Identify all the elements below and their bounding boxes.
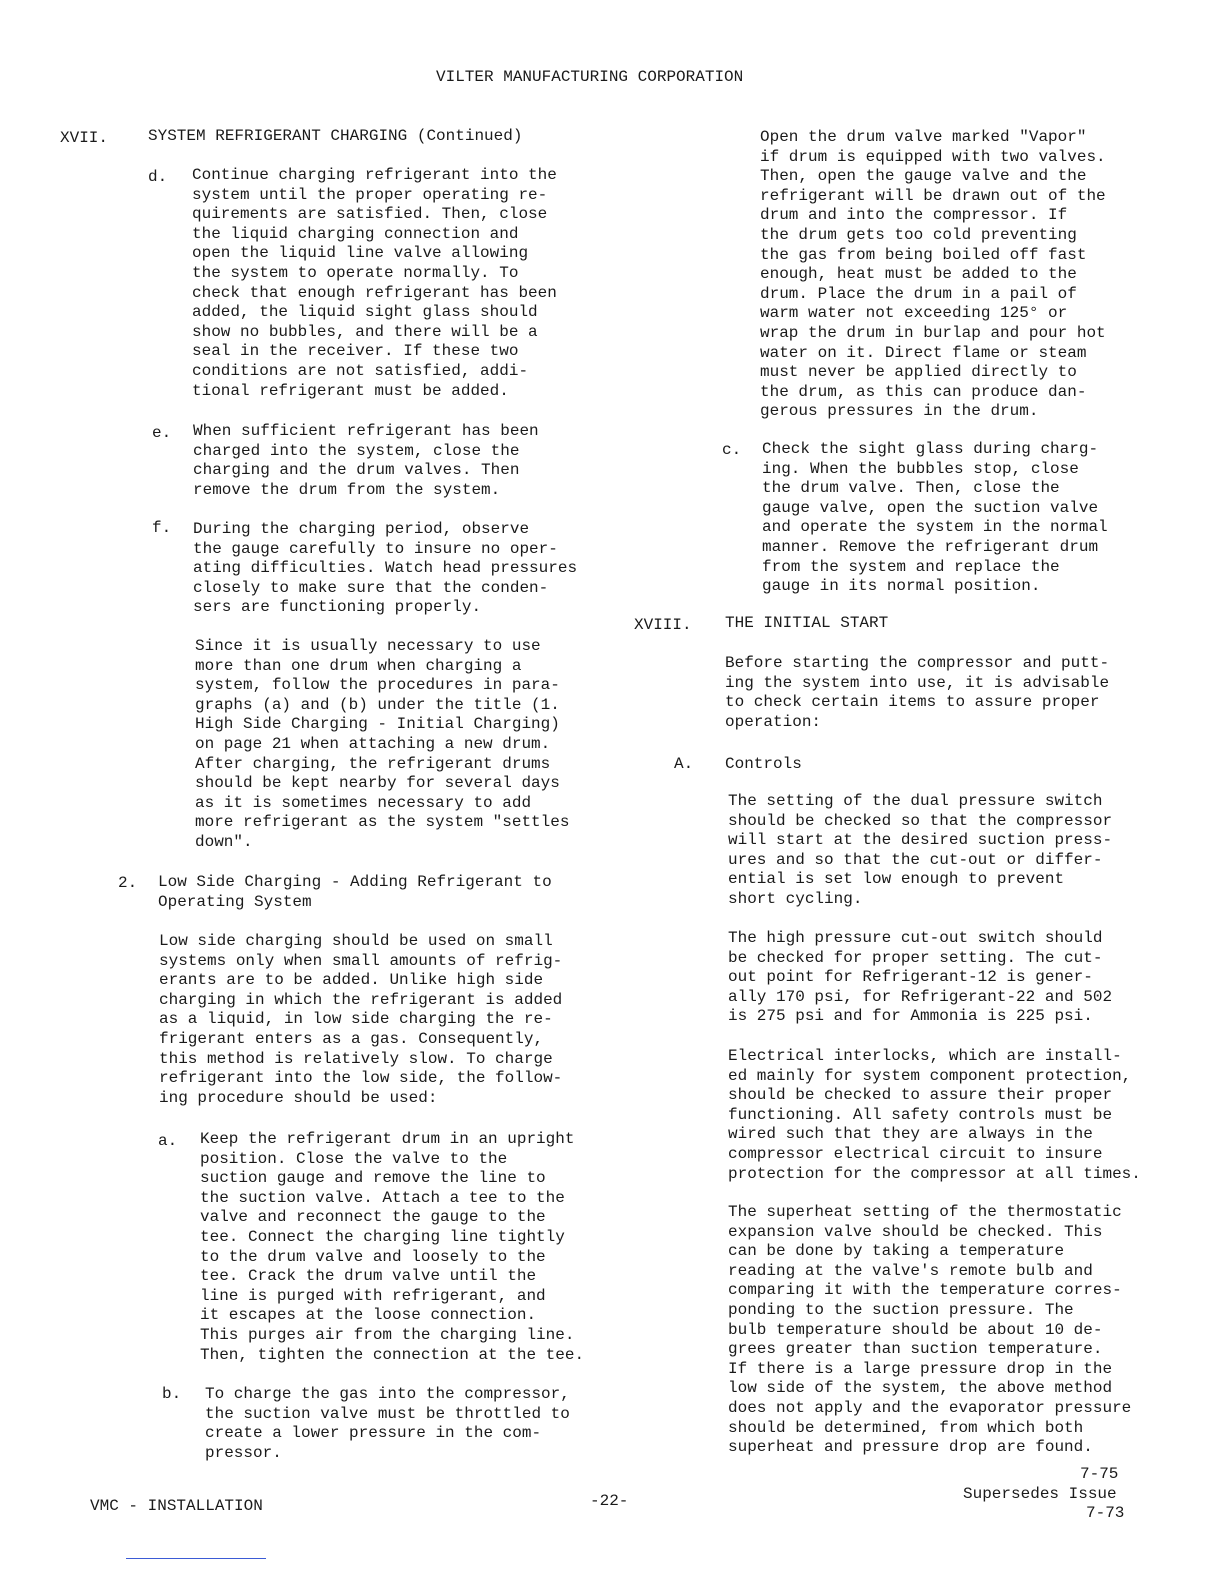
company-header: VILTER MANUFACTURING CORPORATION xyxy=(436,68,744,86)
section-title-xviii: THE INITIAL START xyxy=(725,614,889,632)
initial-start-intro: Before starting the compressor and putt- ing the system into use, it is advisable to check certain items to assure proper operation: xyxy=(725,654,1110,731)
item-f-followup: Since it is usually necessary to use more than one drum when charging a system, follow the procedures in para- graphs (a) and (b) under the title (1. High Side Charging - Initial Charging) on page 21 when attaching a new drum. After charging, the refrigerant drums should be kept nearby for several days as it is sometimes necessary to add more refrigerant as the system "settles down". xyxy=(195,637,570,851)
page-number: -22- xyxy=(590,1492,629,1510)
subsection-2-title: Low Side Charging - Adding Refrigerant to Operating System xyxy=(158,873,552,911)
superseded-date: 7-73 xyxy=(1086,1504,1125,1522)
subsection-2-label: 2. xyxy=(118,874,138,892)
supersedes-label: Supersedes Issue xyxy=(963,1485,1117,1503)
item-e-text: When sufficient refrigerant has been charged into the system, close the charging and the drum valves. Then remove the drum from the system. xyxy=(193,422,539,499)
item-a-text: Keep the refrigerant drum in an upright position. Close the valve to the suction gauge and remove the line to the suction valve. Attach a tee to the valve and reconnect the gauge to the tee. Connect the charging line tightly to the drum valve and loosely to the tee. Crack the drum valve until the line is purged with refrigerant, and it escapes at the loose connection. This purges air from the charging line. Then, tighten the connection at the tee. xyxy=(200,1130,585,1364)
high-pressure-paragraph: The high pressure cut-out switch should be checked for proper setting. The cut- out point for Refrigerant-12 is gener- ally 170 psi, for Refrigerant-22 and 502 is 275 psi and for Ammonia is 225 psi. xyxy=(728,929,1113,1026)
item-d-text: Continue charging refrigerant into the system until the proper operating re- quirements are satisfied. Then, close the liquid charging connection and open the liquid line valve allowing the system to operate normally. To check that enough refrigerant has been added, the liquid sight glass should show no bubbles, and there will be a seal in the receiver. If these two conditions are not satisfied, addi- tional refrigerant must be added. xyxy=(192,166,557,400)
section-title-xvii: SYSTEM REFRIGERANT CHARGING (Continued) xyxy=(148,127,523,145)
item-b-continued: Open the drum valve marked "Vapor" if drum is equipped with two valves. Then, open the gauge valve and the refrigerant will be drawn out of the drum and into the compressor. If the drum gets too cold preventing the gas from being boiled off fast enough, heat must be added to the drum. Place the drum in a pail of warm water not exceeding 125° or wrap the drum in burlap and pour hot water on it. Direct flame or steam must never be applied directly to the drum, as this can produce dan- gerous pressures in the drum. xyxy=(760,128,1106,421)
item-a-label: a. xyxy=(158,1132,178,1150)
bottom-rule xyxy=(126,1558,266,1559)
subsection-2-intro: Low side charging should be used on small systems only when small amounts of refrig- erants are to be added. Unlike high side charging in which the refrigerant is added as a liquid, in low side charging the re- frigerant enters as a gas. Consequently, this method is relatively slow. To charge refrigerant into the low side, the follow- ing procedure should be used: xyxy=(159,932,563,1107)
issue-date: 7-75 xyxy=(1080,1465,1119,1483)
item-c-text: Check the sight glass during charg- ing. When the bubbles stop, close the drum valve. Then, close the gauge valve, open the suction valve and operate the system in the normal manner. Remove the refrigerant drum from the system and replace the gauge in its normal position. xyxy=(762,440,1108,596)
item-b-text: To charge the gas into the compressor, the suction valve must be throttled to create a lower pressure in the com- pressor. xyxy=(205,1385,570,1462)
item-e-label: e. xyxy=(152,424,172,442)
section-number-xvii: XVII. xyxy=(60,129,109,147)
section-number-xviii: XVIII. xyxy=(634,616,692,634)
item-f-text: During the charging period, observe the gauge carefully to insure no oper- ating difficulties. Watch head pressures closely to make sure that the conden- sers are functioning properly. xyxy=(193,520,578,617)
footer-left: VMC - INSTALLATION xyxy=(90,1497,263,1515)
subsection-a-label: A. xyxy=(674,755,694,773)
item-b-label: b. xyxy=(162,1385,182,1403)
superheat-paragraph: The superheat setting of the thermostatic expansion valve should be checked. This can be done by taking a temperature reading at the valve's remote bulb and comparing it with the temperature corres- ponding to the suction pressure. The bulb temperature should be about 10 de- grees greater than suction temperature. If there is a large pressure drop in the low side of the system, the above method does not apply and the evaporator pressure should be determined, from which both superheat and pressure drop are found. xyxy=(728,1203,1132,1457)
item-f-label: f. xyxy=(152,519,172,537)
subsection-a-title: Controls xyxy=(725,755,802,773)
interlocks-paragraph: Electrical interlocks, which are install- ed mainly for system component protection, should be checked to assure their proper functioning. All safety controls must be wired such that they are always in the compressor electrical circuit to insure protection for the compressor at all times. xyxy=(728,1047,1141,1183)
item-d-label: d. xyxy=(148,168,168,186)
item-c-label: c. xyxy=(722,441,742,459)
dual-pressure-paragraph: The setting of the dual pressure switch should be checked so that the compressor will start at the desired suction press- ures and so that the cut-out or differ- ential is set low enough to prevent short cycling. xyxy=(728,792,1113,908)
